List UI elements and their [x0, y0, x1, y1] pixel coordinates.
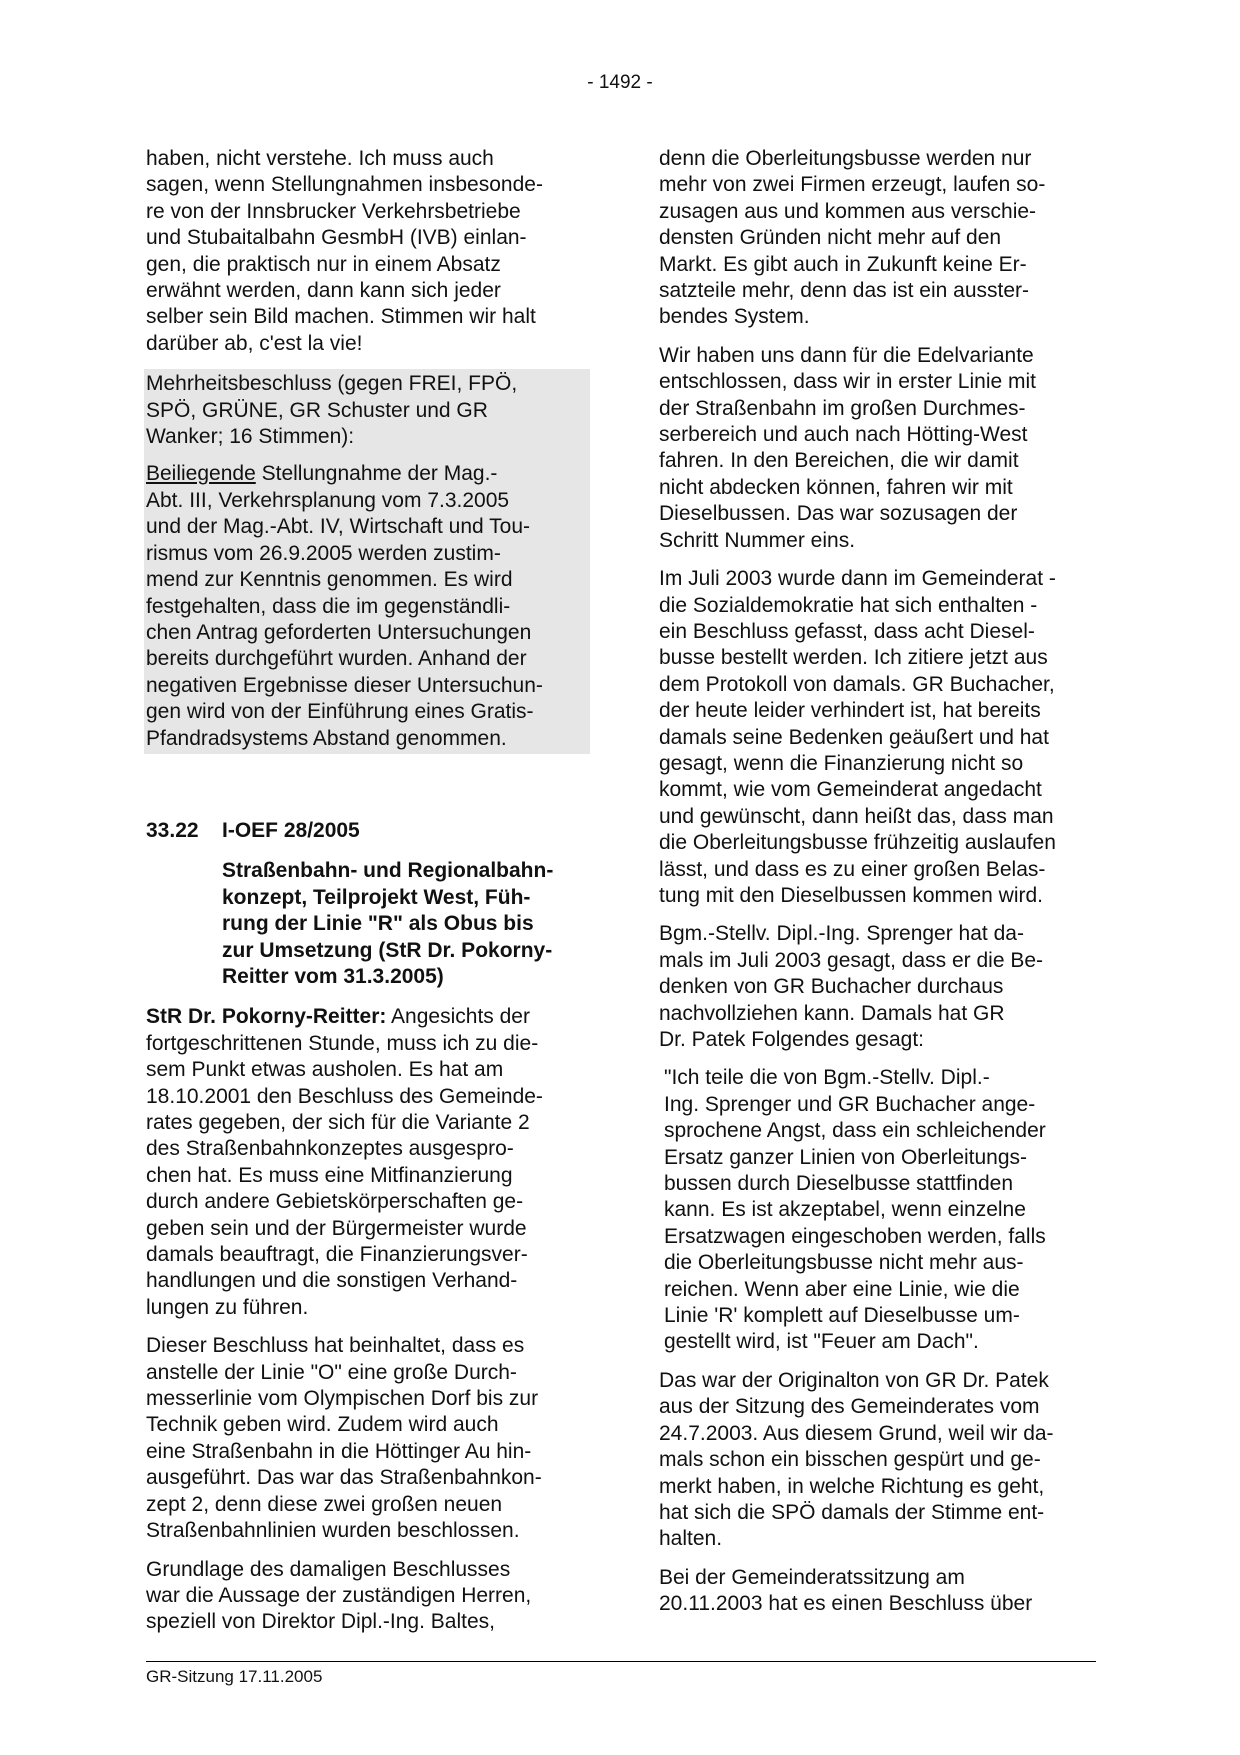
agenda-item-title: Straßenbahn- und Regionalbahn- konzept, Teilprojekt West, Füh- rung der Linie "R" als Obus bis zur Umsetzung (StR Dr. Pokorny- Reitter vom 31.3.2005): [222, 859, 554, 988]
speech-paragraph: [146, 1004, 588, 1321]
resolution-text: [146, 461, 588, 751]
paragraph: Im Juli 2003 wurde dann im Gemeinderat - die Sozialdemokratie hat sich enthalten - ein Beschluss gefasst, dass acht Diesel- busse bestellt werden. Ich zitiere jetzt aus dem Protokoll von damals. GR Buchacher, der heute leider verhindert ist, hat bereits damals seine Bedenken geäußert und hat gesagt, wenn die Finanzierung nicht so kommt, wie vom Gemeinderat angedacht und gewünscht, dann heißt das, dass man die Oberleitungsbusse frühzeitig auslaufen lässt, und dass es zu einer großen Belas- tung mit den Dieselbussen kommen wird.: [659, 567, 1056, 907]
paragraph: haben, nicht verstehe. Ich muss auch sagen, wenn Stellungnahmen insbesonde- re von der Innsbrucker Verkehrsbetriebe und Stubaitalbahn GesmbH (IVB) einlan- gen, die praktisch nur in einem Absatz erwähnt werden, dann kann sich jeder selber sein Bild machen. Stimmen wir halt darüber ab, c'est la vie!: [146, 147, 543, 355]
right-column: [659, 146, 1099, 1630]
resolution-heading: Mehrheitsbeschluss (gegen FREI, FPÖ, SPÖ, GRÜNE, GR Schuster und GR Wanker; 16 Stimmen):: [146, 372, 518, 449]
footer-divider: [146, 1661, 1096, 1662]
agenda-item-header: [146, 818, 588, 844]
paragraph: Wir haben uns dann für die Edelvariante entschlossen, dass wir in erster Linie mit der Straßenbahn im großen Durchmes- serbereich und auch nach Hötting-West fahren. In den Bereichen, die wir damit nicht abdecken können, fahren wir mit Dieselbussen. Das war sozusagen der Schritt Nummer eins.: [659, 343, 1036, 552]
page-number: - 1492 -: [587, 72, 653, 93]
paragraph: denn die Oberleitungsbusse werden nur mehr von zwei Firmen erzeugt, laufen so- zusagen aus und kommen aus verschie- densten Gründen nicht mehr auf den Markt. Es gibt auch in Zukunft keine Er- satzteile mehr, denn das ist ein ausster- bendes System.: [659, 147, 1046, 329]
paragraph: Das war der Originalton von GR Dr. Patek aus der Sitzung des Gemeinderates vom 24.7.2003. Aus diesem Grund, weil wir da- mals schon ein bisschen gespürt und ge- merkt haben, in welche Richtung es geht, hat sich die SPÖ damals der Stimme ent- halten.: [659, 1368, 1054, 1551]
speaker-name: StR Dr. Pokorny-Reitter:: [146, 1005, 387, 1029]
footer-text: GR-Sitzung 17.11.2005: [146, 1667, 323, 1686]
agenda-item-code: I-OEF 28/2005: [222, 818, 360, 842]
quotation: "Ich teile die von Bgm.-Stellv. Dipl.- Ing. Sprenger und GR Buchacher ange- sprochene Angst, dass ein schleichender Ersatz ganzer Linien von Oberleitungs- bussen durch Dieselbusse stattfinden kann. Es ist akzeptabel, wenn einzelne Ersatzwagen eingeschoben werden, falls die Oberleitungsbusse nicht mehr aus- reichen. Wenn aber eine Linie, wie die Linie 'R' komplett auf Dieselbusse um- gestellt wird, ist "Feuer am Dach".: [664, 1066, 1046, 1354]
underlined-word: Beiliegende: [146, 462, 256, 486]
resolution-box: [144, 369, 590, 754]
paragraph: Dieser Beschluss hat beinhaltet, dass es anstelle der Linie "O" eine große Durch- messerlinie vom Olympischen Dorf bis zur Technik geben wird. Zudem wird auch eine Straßenbahn in die Höttinger Au hin- ausgeführt. Das war das Straßenbahnkon- zept 2, denn diese zwei großen neuen Straßenbahnlinien wurden beschlossen.: [146, 1334, 542, 1543]
resolution-body: Stellungnahme der Mag.- Abt. III, Verkehrsplanung vom 7.3.2005 und der Mag.-Abt. IV, Wirtschaft und Tou- rismus vom 26.9.2005 werden zustim- mend zur Kenntnis genommen. Es wird festgehalten, dass die im gegenständli- chen Antrag geforderten Untersuchungen bereits durchgeführt wurden. Anhand der negativen Ergebnisse dieser Untersuchun- gen wird von der Einführung eines Gratis- Pfandradsystems Abstand genommen.: [146, 462, 543, 750]
paragraph: Bei der Gemeinderatssitzung am 20.11.2003 hat es einen Beschluss über: [659, 1565, 1033, 1616]
left-column: [146, 146, 588, 1648]
agenda-item-number: 33.22: [146, 818, 199, 842]
paragraph: Grundlage des damaligen Beschlusses war die Aussage der zuständigen Herren, speziell von Direktor Dipl.-Ing. Baltes,: [146, 1557, 532, 1634]
speech-text: Angesichts der fortgeschrittenen Stunde, muss ich zu die- sem Punkt etwas ausholen. Es hat am 18.10.2001 den Beschluss des Gemeinde- rates gegeben, der sich für die Variante 2 des Straßenbahnkonzeptes ausgespro- chen hat. Es muss eine Mitfinanzierung durch andere Gebietskörperschaften ge- geben sein und der Bürgermeister wurde damals beauftragt, die Finanzierungsver- handlungen und die sonstigen Verhand- lungen zu führen.: [146, 1005, 543, 1319]
paragraph: Bgm.-Stellv. Dipl.-Ing. Sprenger hat da- mals im Juli 2003 gesagt, dass er die Be- denken von GR Buchacher durchaus nachvollziehen kann. Damals hat GR Dr. Patek Folgendes gesagt:: [659, 922, 1044, 1051]
